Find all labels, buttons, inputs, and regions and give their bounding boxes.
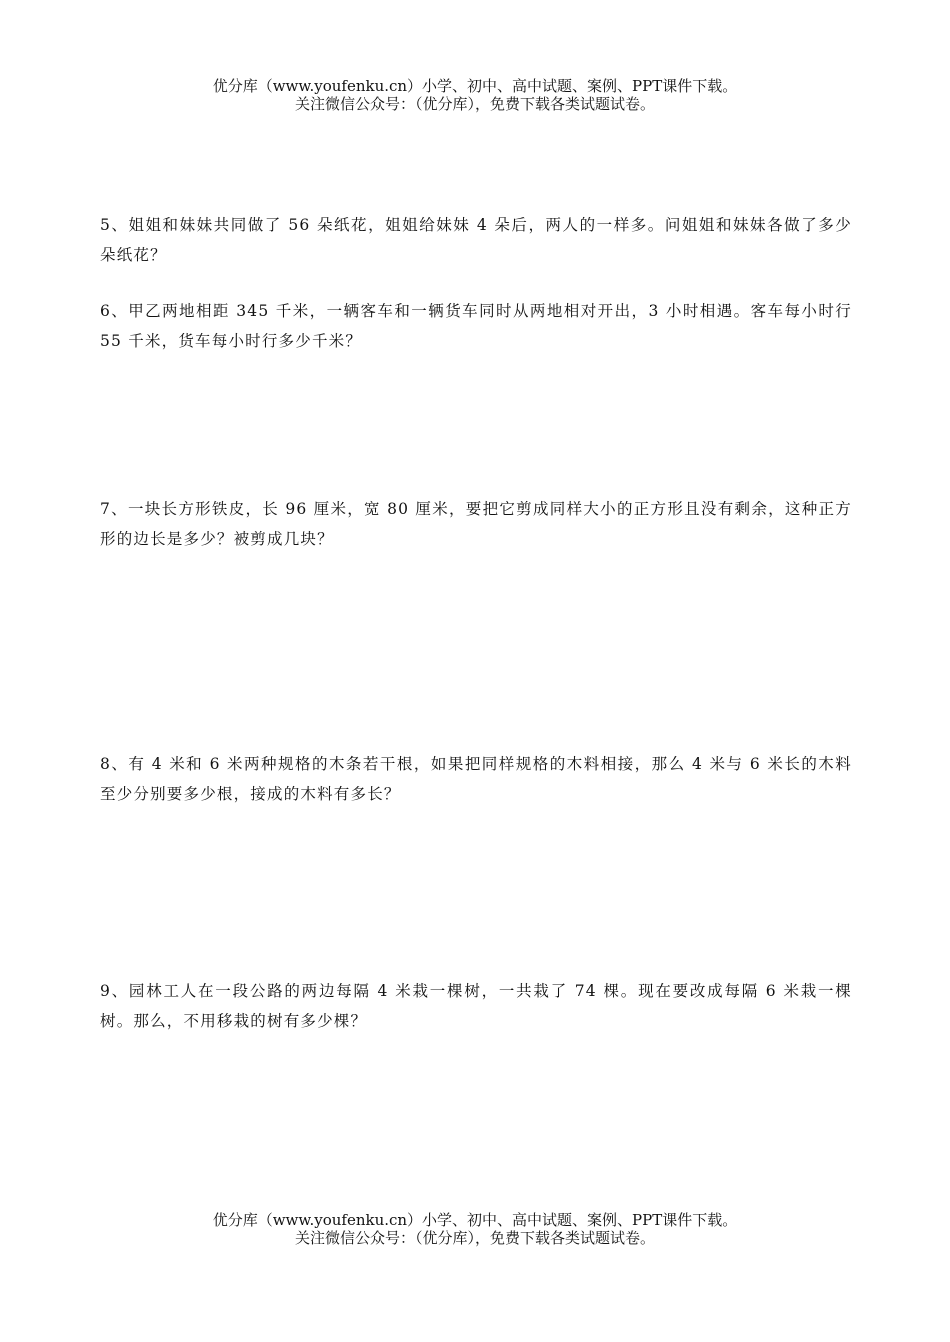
question-5: 5、姐姐和妹妹共同做了 56 朵纸花，姐姐给妹妹 4 朵后，两人的一样多。问姐姐和妹妹各做了多少朵纸花？ (100, 216, 852, 264)
page-header (0, 77, 950, 113)
question-6: 6、甲乙两地相距 345 千米，一辆客车和一辆货车同时从两地相对开出，3 小时相遇。客车每小时行 55 千米，货车每小时行多少千米？ (100, 302, 852, 350)
question-9: 9、园林工人在一段公路的两边每隔 4 米栽一棵树，一共栽了 74 棵。现在要改成每隔 6 米栽一棵树。那么，不用移栽的树有多少棵？ (100, 982, 852, 1030)
header-line-2: 关注微信公众号：（优分库），免费下载各类试题试卷。 (294, 95, 655, 113)
footer-line-1: 优分库（www.youfenku.cn）小学、初中、高中试题、案例、PPT课件下载。 (212, 1211, 738, 1229)
header-line-1: 优分库（www.youfenku.cn）小学、初中、高中试题、案例、PPT课件下载。 (212, 77, 738, 95)
question-7: 7、一块长方形铁皮，长 96 厘米，宽 80 厘米，要把它剪成同样大小的正方形且没有剩余，这种正方形的边长是多少？被剪成几块？ (100, 500, 852, 548)
footer-line-2: 关注微信公众号：（优分库），免费下载各类试题试卷。 (294, 1229, 655, 1247)
question-8: 8、有 4 米和 6 米两种规格的木条若干根，如果把同样规格的木料相接，那么 4 米与 6 米长的木料至少分别要多少根，接成的木料有多长？ (100, 755, 852, 803)
page-footer (0, 1211, 950, 1247)
